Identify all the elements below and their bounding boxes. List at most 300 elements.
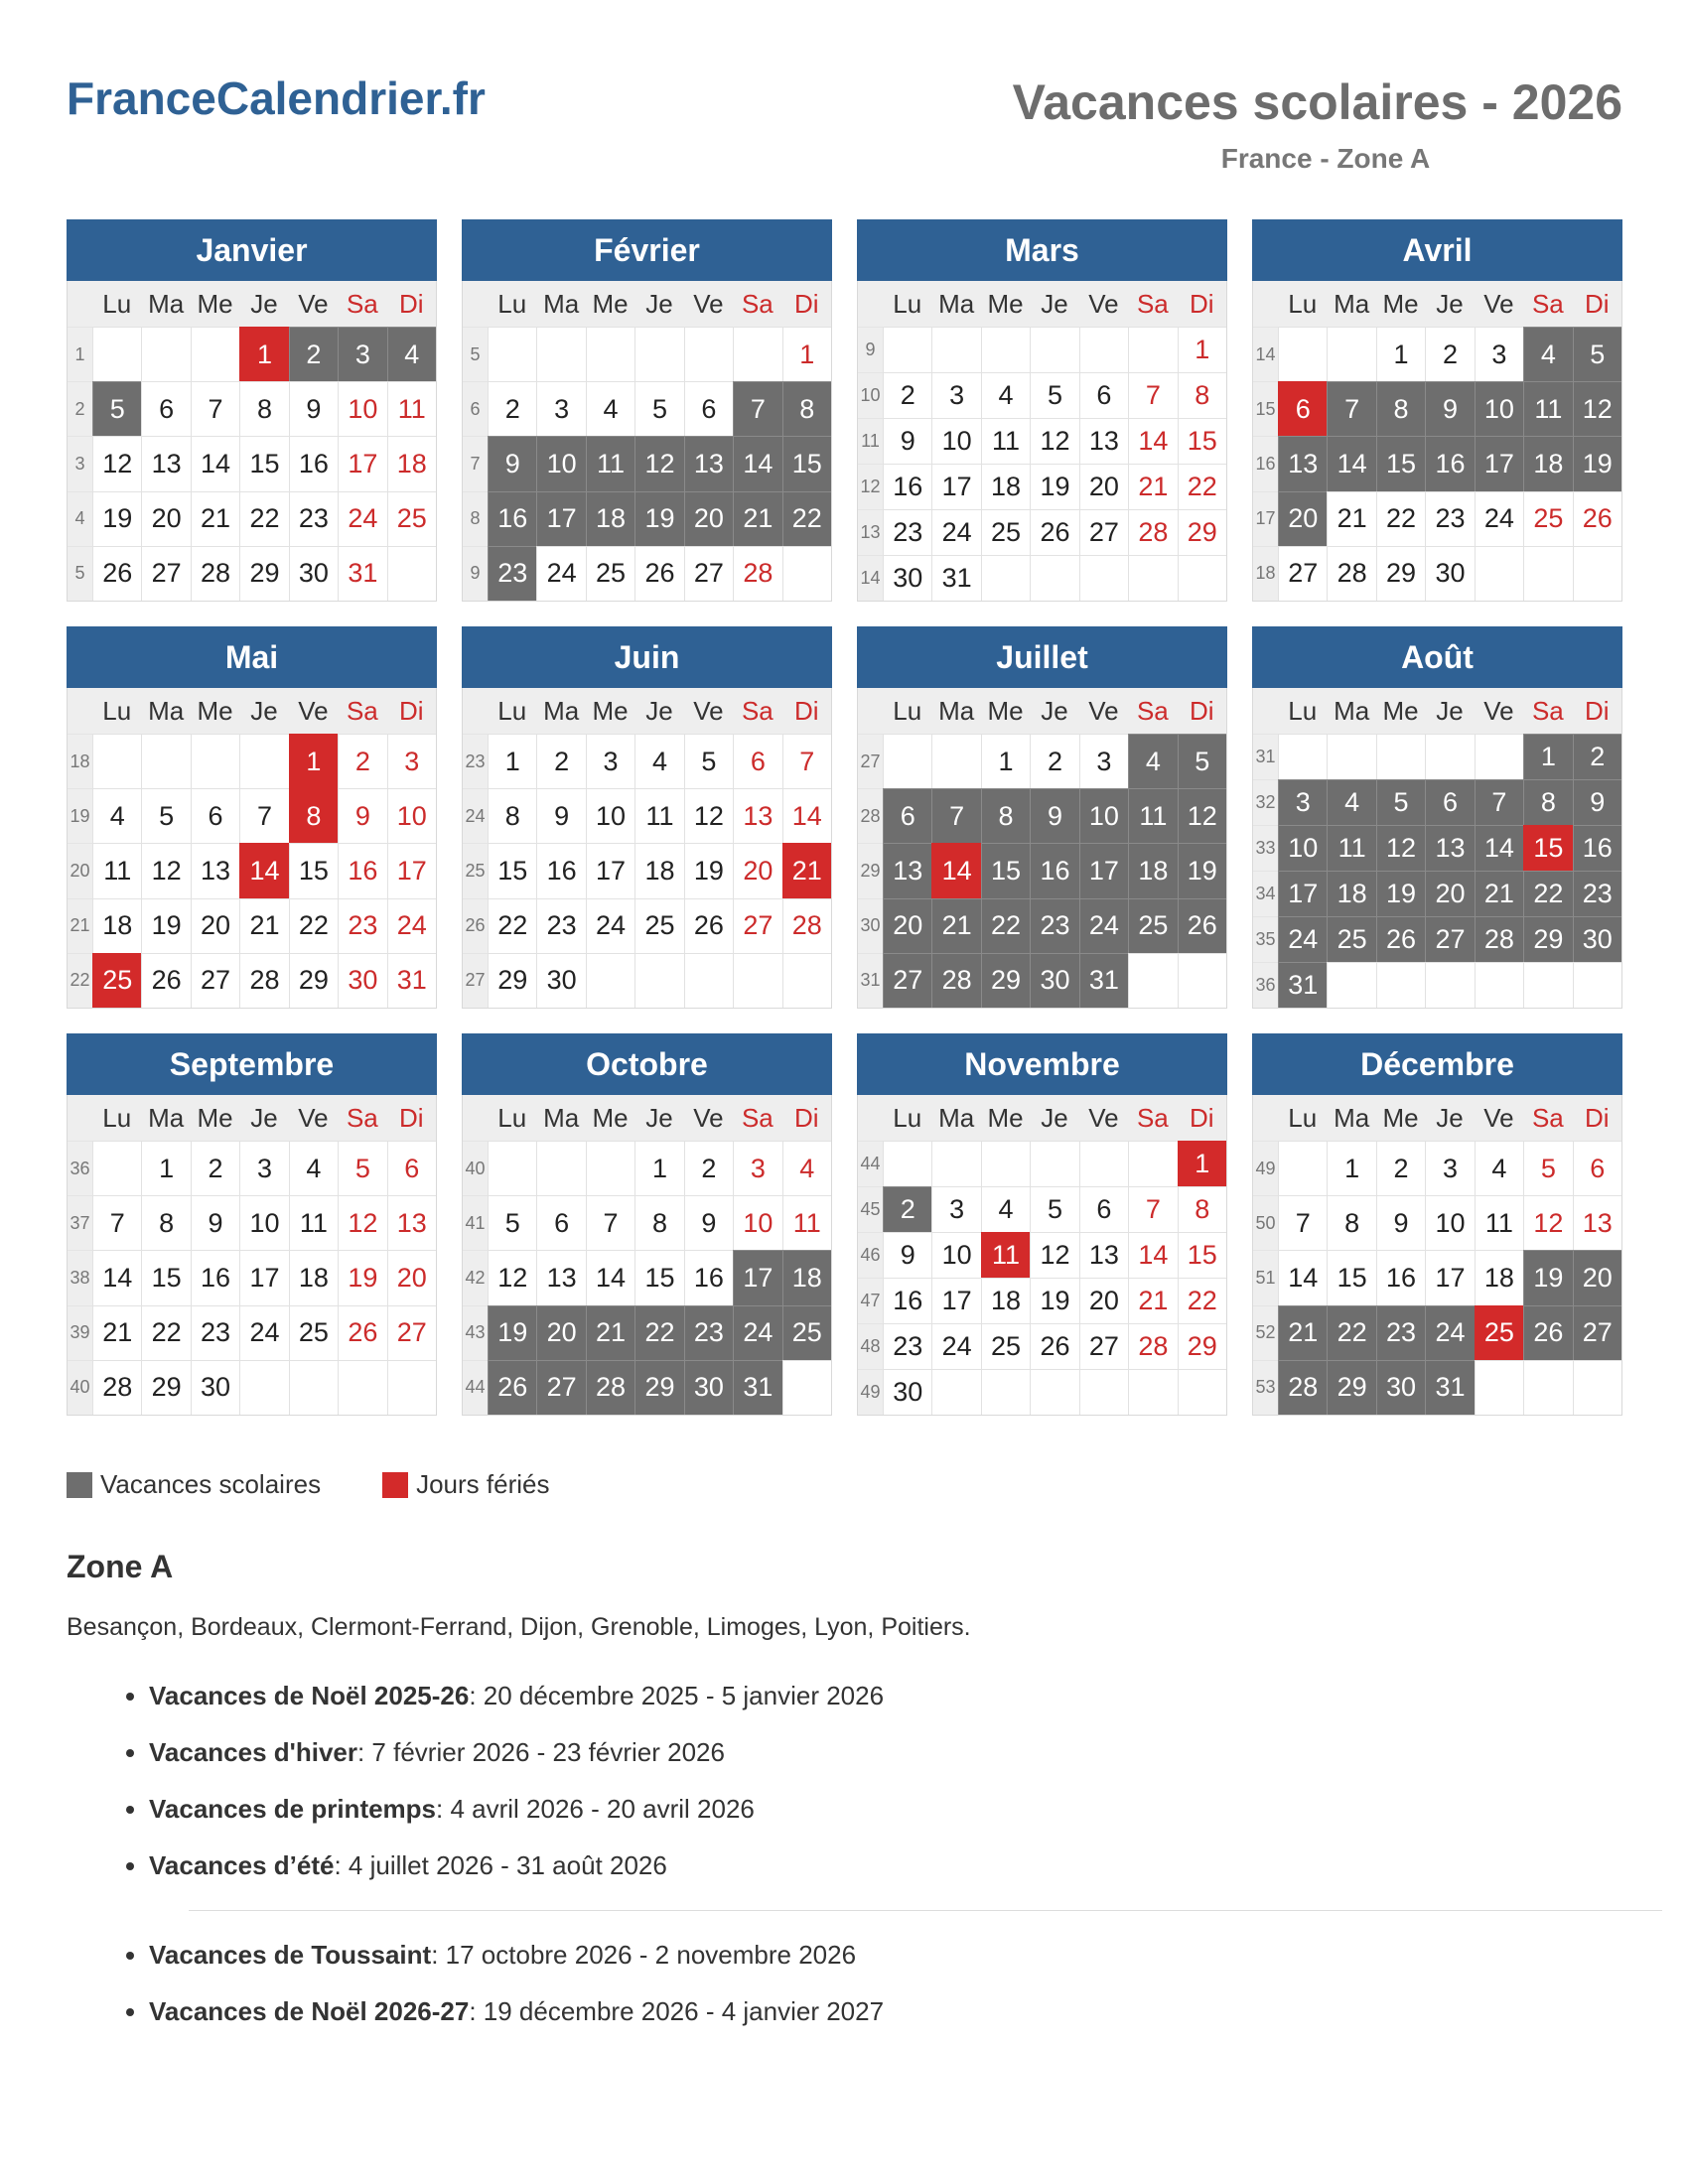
month-body xyxy=(1252,281,1622,602)
weekday-header xyxy=(1253,281,1621,327)
month-title: Août xyxy=(1252,626,1622,688)
day-cell: 4 xyxy=(981,372,1030,418)
weekday-label: Ve xyxy=(298,288,329,319)
empty-cell xyxy=(1030,555,1078,601)
day-cell: 9 xyxy=(1425,381,1474,436)
day-cell: 17 xyxy=(586,843,634,897)
day-cell: 17 xyxy=(1278,871,1327,916)
day-cell: 7 xyxy=(586,1195,634,1250)
week-number: 28 xyxy=(858,788,883,843)
month-calendar xyxy=(857,219,1227,602)
vacation-name: Vacances d’été xyxy=(149,1850,335,1880)
empty-cell xyxy=(141,734,190,788)
day-cell: 3 xyxy=(1079,734,1128,788)
day-cell: 18 xyxy=(1327,871,1375,916)
day-cell: 6 xyxy=(684,381,733,436)
day-cell: 24 xyxy=(1475,491,1523,546)
day-cell: 17 xyxy=(1425,1250,1474,1304)
weekday-label: Di xyxy=(1189,288,1214,319)
empty-cell xyxy=(1425,734,1474,779)
day-cell: 12 xyxy=(1573,381,1621,436)
day-cell: 23 xyxy=(883,1323,931,1369)
day-cell: 22 xyxy=(141,1305,190,1360)
day-cell: 19 xyxy=(1178,843,1226,897)
day-cell: 23 xyxy=(1376,1305,1425,1360)
weekday-label: Sa xyxy=(1531,288,1564,319)
weekday-label: Di xyxy=(793,695,819,726)
day-cell: 28 xyxy=(1278,1360,1327,1415)
month-title: Janvier xyxy=(67,219,437,281)
day-cell: 4 xyxy=(92,788,141,843)
day-cell: 27 xyxy=(191,953,239,1008)
day-cell: 19 xyxy=(684,843,733,897)
day-cell: 23 xyxy=(488,546,536,601)
day-cell: 25 xyxy=(1523,491,1572,546)
day-cell: 9 xyxy=(1376,1195,1425,1250)
weekday-header xyxy=(858,281,1226,327)
day-cell: 5 xyxy=(488,1195,536,1250)
weekday-label: Di xyxy=(1584,695,1610,726)
day-cell: 1 xyxy=(782,327,831,381)
day-cell: 21 xyxy=(92,1305,141,1360)
week-number: 3 xyxy=(68,436,92,490)
week-row xyxy=(1253,871,1621,916)
vacation-item xyxy=(149,1781,1662,1838)
day-cell: 17 xyxy=(338,436,386,490)
day-cell: 4 xyxy=(1475,1141,1523,1195)
empty-cell xyxy=(1178,1369,1226,1415)
day-cell: 22 xyxy=(289,898,338,953)
week-row xyxy=(463,546,831,601)
week-row xyxy=(1253,779,1621,825)
week-number: 13 xyxy=(858,509,883,555)
day-cell: 10 xyxy=(536,436,585,490)
day-cell: 21 xyxy=(239,898,288,953)
week-row xyxy=(858,372,1226,418)
day-cell: 28 xyxy=(586,1360,634,1415)
weekday-label: Lu xyxy=(497,1102,527,1133)
day-cell: 5 xyxy=(338,1141,386,1195)
week-row xyxy=(68,381,436,436)
day-cell: 31 xyxy=(931,555,980,601)
day-cell: 15 xyxy=(488,843,536,897)
day-cell: 18 xyxy=(289,1250,338,1304)
empty-cell xyxy=(1327,962,1375,1008)
day-cell: 27 xyxy=(1425,916,1474,962)
empty-cell xyxy=(733,327,781,381)
week-row xyxy=(858,1186,1226,1232)
weekday-label: Ma xyxy=(938,1102,975,1133)
day-cell: 7 xyxy=(1128,1186,1177,1232)
day-cell: 17 xyxy=(239,1250,288,1304)
weekday-label: Me xyxy=(987,288,1024,319)
week-number: 23 xyxy=(463,734,488,788)
day-cell: 10 xyxy=(1079,788,1128,843)
day-cell: 2 xyxy=(536,734,585,788)
week-number: 37 xyxy=(68,1195,92,1250)
day-cell: 2 xyxy=(1425,327,1474,381)
empty-cell xyxy=(488,327,536,381)
empty-cell xyxy=(191,327,239,381)
day-cell: 28 xyxy=(1475,916,1523,962)
weekday-label: Sa xyxy=(741,1102,774,1133)
day-cell: 12 xyxy=(1030,418,1078,464)
week-number: 44 xyxy=(463,1360,488,1415)
day-cell: 20 xyxy=(536,1305,585,1360)
day-cell: 27 xyxy=(1573,1305,1621,1360)
day-cell: 18 xyxy=(634,843,683,897)
day-cell: 3 xyxy=(733,1141,781,1195)
day-cell: 2 xyxy=(289,327,338,381)
day-cell: 24 xyxy=(931,1323,980,1369)
weekday-label: Sa xyxy=(1136,695,1169,726)
day-cell: 16 xyxy=(191,1250,239,1304)
day-cell: 1 xyxy=(1178,1141,1226,1186)
day-cell: 16 xyxy=(289,436,338,490)
day-cell: 8 xyxy=(981,788,1030,843)
vacation-dates: : 4 juillet 2026 - 31 août 2026 xyxy=(334,1850,667,1880)
day-cell: 20 xyxy=(684,491,733,546)
site-logo[interactable]: FranceCalendrier.fr xyxy=(67,72,486,124)
day-cell: 7 xyxy=(1475,779,1523,825)
day-cell: 4 xyxy=(586,381,634,436)
day-cell: 3 xyxy=(338,327,386,381)
empty-cell xyxy=(92,327,141,381)
month-title: Juin xyxy=(462,626,832,688)
day-cell: 1 xyxy=(1376,327,1425,381)
week-row xyxy=(858,509,1226,555)
day-cell: 19 xyxy=(488,1305,536,1360)
day-cell: 6 xyxy=(141,381,190,436)
week-number: 12 xyxy=(858,464,883,509)
week-row xyxy=(463,436,831,490)
day-cell: 4 xyxy=(634,734,683,788)
empty-cell xyxy=(1573,962,1621,1008)
day-cell: 29 xyxy=(488,953,536,1008)
empty-cell xyxy=(387,1360,436,1415)
vacation-item xyxy=(149,1927,1662,1983)
empty-cell xyxy=(191,734,239,788)
weekday-corner xyxy=(463,1095,488,1141)
day-cell: 14 xyxy=(1475,825,1523,871)
empty-cell xyxy=(1030,327,1078,372)
week-row xyxy=(463,1250,831,1304)
empty-cell xyxy=(1178,555,1226,601)
day-cell: 21 xyxy=(1128,464,1177,509)
weekday-label: Lu xyxy=(497,695,527,726)
week-row xyxy=(68,436,436,490)
month-calendar xyxy=(857,1033,1227,1416)
weekday-label: Di xyxy=(398,288,424,319)
day-cell: 13 xyxy=(1573,1195,1621,1250)
day-cell: 15 xyxy=(1178,1232,1226,1278)
week-row xyxy=(68,788,436,843)
day-cell: 7 xyxy=(239,788,288,843)
day-cell: 31 xyxy=(1425,1360,1474,1415)
day-cell: 14 xyxy=(931,843,980,897)
weekday-label: Di xyxy=(793,288,819,319)
day-cell: 14 xyxy=(1128,418,1177,464)
day-cell: 4 xyxy=(1523,327,1572,381)
day-cell: 28 xyxy=(782,898,831,953)
empty-cell xyxy=(1030,1369,1078,1415)
week-number: 20 xyxy=(68,843,92,897)
day-cell: 26 xyxy=(1178,898,1226,953)
day-cell: 19 xyxy=(1523,1250,1572,1304)
week-rows xyxy=(463,734,831,1008)
day-cell: 24 xyxy=(387,898,436,953)
week-row xyxy=(1253,327,1621,381)
month-calendar xyxy=(1252,1033,1622,1416)
day-cell: 9 xyxy=(883,1232,931,1278)
day-cell: 27 xyxy=(141,546,190,601)
weekday-label: Lu xyxy=(102,695,132,726)
weekday-corner xyxy=(463,281,488,327)
day-cell: 16 xyxy=(536,843,585,897)
day-cell: 14 xyxy=(191,436,239,490)
weekday-label: Me xyxy=(592,288,629,319)
empty-cell xyxy=(1327,734,1375,779)
day-cell: 5 xyxy=(684,734,733,788)
empty-cell xyxy=(1327,327,1375,381)
weekday-label: Je xyxy=(1436,288,1464,319)
day-cell: 25 xyxy=(586,546,634,601)
week-rows xyxy=(858,734,1226,1008)
month-calendar xyxy=(67,1033,437,1416)
day-cell: 14 xyxy=(586,1250,634,1304)
empty-cell xyxy=(586,953,634,1008)
weekday-label: Ve xyxy=(1483,695,1514,726)
day-cell: 10 xyxy=(1278,825,1327,871)
weekday-label: Ve xyxy=(298,695,329,726)
day-cell: 8 xyxy=(488,788,536,843)
day-cell: 12 xyxy=(634,436,683,490)
weekday-label: Ve xyxy=(1483,1102,1514,1133)
month-title: Mai xyxy=(67,626,437,688)
day-cell: 18 xyxy=(1523,436,1572,490)
day-cell: 28 xyxy=(1327,546,1375,601)
day-cell: 26 xyxy=(684,898,733,953)
month-body xyxy=(857,688,1227,1009)
weekday-label: Lu xyxy=(497,288,527,319)
month-calendar xyxy=(1252,626,1622,1009)
week-number: 21 xyxy=(68,898,92,953)
day-cell: 21 xyxy=(733,491,781,546)
day-cell: 26 xyxy=(338,1305,386,1360)
weekday-label: Ve xyxy=(1088,695,1119,726)
day-cell: 27 xyxy=(684,546,733,601)
day-cell: 17 xyxy=(536,491,585,546)
day-cell: 13 xyxy=(883,843,931,897)
day-cell: 18 xyxy=(1475,1250,1523,1304)
weekday-label: Lu xyxy=(1288,695,1318,726)
day-cell: 8 xyxy=(239,381,288,436)
week-row xyxy=(1253,1305,1621,1360)
vacation-dates: : 4 avril 2026 - 20 avril 2026 xyxy=(436,1794,755,1824)
week-number: 51 xyxy=(1253,1250,1278,1304)
day-cell: 11 xyxy=(981,418,1030,464)
day-cell: 9 xyxy=(338,788,386,843)
week-row xyxy=(1253,1195,1621,1250)
weekday-label: Me xyxy=(987,695,1024,726)
day-cell: 13 xyxy=(387,1195,436,1250)
day-cell: 23 xyxy=(1573,871,1621,916)
day-cell: 9 xyxy=(883,418,931,464)
weekday-label: Me xyxy=(1382,695,1419,726)
empty-cell xyxy=(289,1360,338,1415)
day-cell: 4 xyxy=(981,1186,1030,1232)
weekday-label: Di xyxy=(398,695,424,726)
day-cell: 3 xyxy=(239,1141,288,1195)
day-cell: 9 xyxy=(1573,779,1621,825)
weekday-label: Je xyxy=(645,1102,673,1133)
day-cell: 2 xyxy=(1030,734,1078,788)
week-row xyxy=(463,843,831,897)
weekday-label: Je xyxy=(250,1102,278,1133)
month-title: Juillet xyxy=(857,626,1227,688)
empty-cell xyxy=(981,1369,1030,1415)
weekday-label: Ve xyxy=(1483,288,1514,319)
weekday-label: Sa xyxy=(1136,288,1169,319)
month-title: Mars xyxy=(857,219,1227,281)
day-cell: 16 xyxy=(883,1278,931,1323)
weekday-label: Ma xyxy=(148,288,185,319)
week-number: 25 xyxy=(463,843,488,897)
day-cell: 16 xyxy=(1376,1250,1425,1304)
month-title: Avril xyxy=(1252,219,1622,281)
week-number: 30 xyxy=(858,898,883,953)
day-cell: 12 xyxy=(141,843,190,897)
day-cell: 29 xyxy=(1376,546,1425,601)
day-cell: 26 xyxy=(1573,491,1621,546)
day-cell: 10 xyxy=(338,381,386,436)
vacation-dates: : 7 février 2026 - 23 février 2026 xyxy=(356,1737,725,1767)
empty-cell xyxy=(1079,327,1128,372)
vacation-name: Vacances de printemps xyxy=(149,1794,437,1824)
weekday-label: Ma xyxy=(148,695,185,726)
weekday-label: Lu xyxy=(1288,1102,1318,1133)
day-cell: 9 xyxy=(191,1195,239,1250)
weekday-label: Je xyxy=(645,695,673,726)
weekday-label: Di xyxy=(1189,695,1214,726)
day-cell: 27 xyxy=(1079,509,1128,555)
day-cell: 13 xyxy=(733,788,781,843)
week-row xyxy=(1253,491,1621,546)
empty-cell xyxy=(1523,1360,1572,1415)
day-cell: 20 xyxy=(1079,1278,1128,1323)
calendar-grid xyxy=(67,219,1622,1416)
empty-cell xyxy=(1573,1360,1621,1415)
day-cell: 3 xyxy=(586,734,634,788)
day-cell: 24 xyxy=(586,898,634,953)
day-cell: 14 xyxy=(1128,1232,1177,1278)
empty-cell xyxy=(684,953,733,1008)
day-cell: 21 xyxy=(782,843,831,897)
day-cell: 30 xyxy=(883,1369,931,1415)
day-cell: 7 xyxy=(92,1195,141,1250)
day-cell: 2 xyxy=(1573,734,1621,779)
day-cell: 30 xyxy=(1425,546,1474,601)
month-body xyxy=(1252,688,1622,1009)
week-number: 40 xyxy=(463,1141,488,1195)
weekday-label: Ve xyxy=(1088,288,1119,319)
day-cell: 25 xyxy=(782,1305,831,1360)
day-cell: 6 xyxy=(883,788,931,843)
day-cell: 18 xyxy=(92,898,141,953)
weekday-label: Ma xyxy=(938,695,975,726)
day-cell: 23 xyxy=(684,1305,733,1360)
day-cell: 29 xyxy=(634,1360,683,1415)
weekday-label: Sa xyxy=(1136,1102,1169,1133)
day-cell: 30 xyxy=(338,953,386,1008)
day-cell: 16 xyxy=(1573,825,1621,871)
month-body xyxy=(67,688,437,1009)
empty-cell xyxy=(981,1141,1030,1186)
weekday-label: Ma xyxy=(1334,1102,1370,1133)
weekday-label: Me xyxy=(197,288,233,319)
day-cell: 1 xyxy=(1523,734,1572,779)
day-cell: 27 xyxy=(536,1360,585,1415)
week-number: 36 xyxy=(1253,962,1278,1008)
week-number: 39 xyxy=(68,1305,92,1360)
weekday-label: Je xyxy=(250,695,278,726)
weekday-corner xyxy=(68,1095,92,1141)
day-cell: 19 xyxy=(1573,436,1621,490)
day-cell: 7 xyxy=(191,381,239,436)
day-cell: 13 xyxy=(1278,436,1327,490)
month-body xyxy=(462,281,832,602)
day-cell: 18 xyxy=(981,464,1030,509)
week-row xyxy=(463,1360,831,1415)
week-number: 17 xyxy=(1253,491,1278,546)
week-number: 46 xyxy=(858,1232,883,1278)
week-number: 10 xyxy=(858,372,883,418)
vacation-dates: : 19 décembre 2026 - 4 janvier 2027 xyxy=(469,1996,885,2026)
week-row xyxy=(68,1250,436,1304)
month-calendar xyxy=(462,219,832,602)
empty-cell xyxy=(634,953,683,1008)
empty-cell xyxy=(1573,546,1621,601)
weekday-label: Me xyxy=(197,1102,233,1133)
legend-holiday-label: Jours fériés xyxy=(416,1469,550,1499)
day-cell: 3 xyxy=(931,372,980,418)
weekday-header xyxy=(68,281,436,327)
day-cell: 20 xyxy=(883,898,931,953)
day-cell: 26 xyxy=(634,546,683,601)
day-cell: 23 xyxy=(1425,491,1474,546)
day-cell: 8 xyxy=(634,1195,683,1250)
day-cell: 7 xyxy=(1278,1195,1327,1250)
day-cell: 18 xyxy=(586,491,634,546)
week-row xyxy=(858,418,1226,464)
month-calendar xyxy=(67,626,437,1009)
day-cell: 6 xyxy=(1079,372,1128,418)
day-cell: 27 xyxy=(1079,1323,1128,1369)
month-body xyxy=(1252,1095,1622,1416)
weekday-label: Sa xyxy=(741,695,774,726)
day-cell: 7 xyxy=(733,381,781,436)
day-cell: 17 xyxy=(733,1250,781,1304)
week-number: 14 xyxy=(858,555,883,601)
weekday-label: Ma xyxy=(1334,288,1370,319)
day-cell: 1 xyxy=(239,327,288,381)
empty-cell xyxy=(586,1141,634,1195)
week-number: 53 xyxy=(1253,1360,1278,1415)
empty-cell xyxy=(981,555,1030,601)
empty-cell xyxy=(981,327,1030,372)
week-row xyxy=(858,1369,1226,1415)
week-row xyxy=(1253,962,1621,1008)
